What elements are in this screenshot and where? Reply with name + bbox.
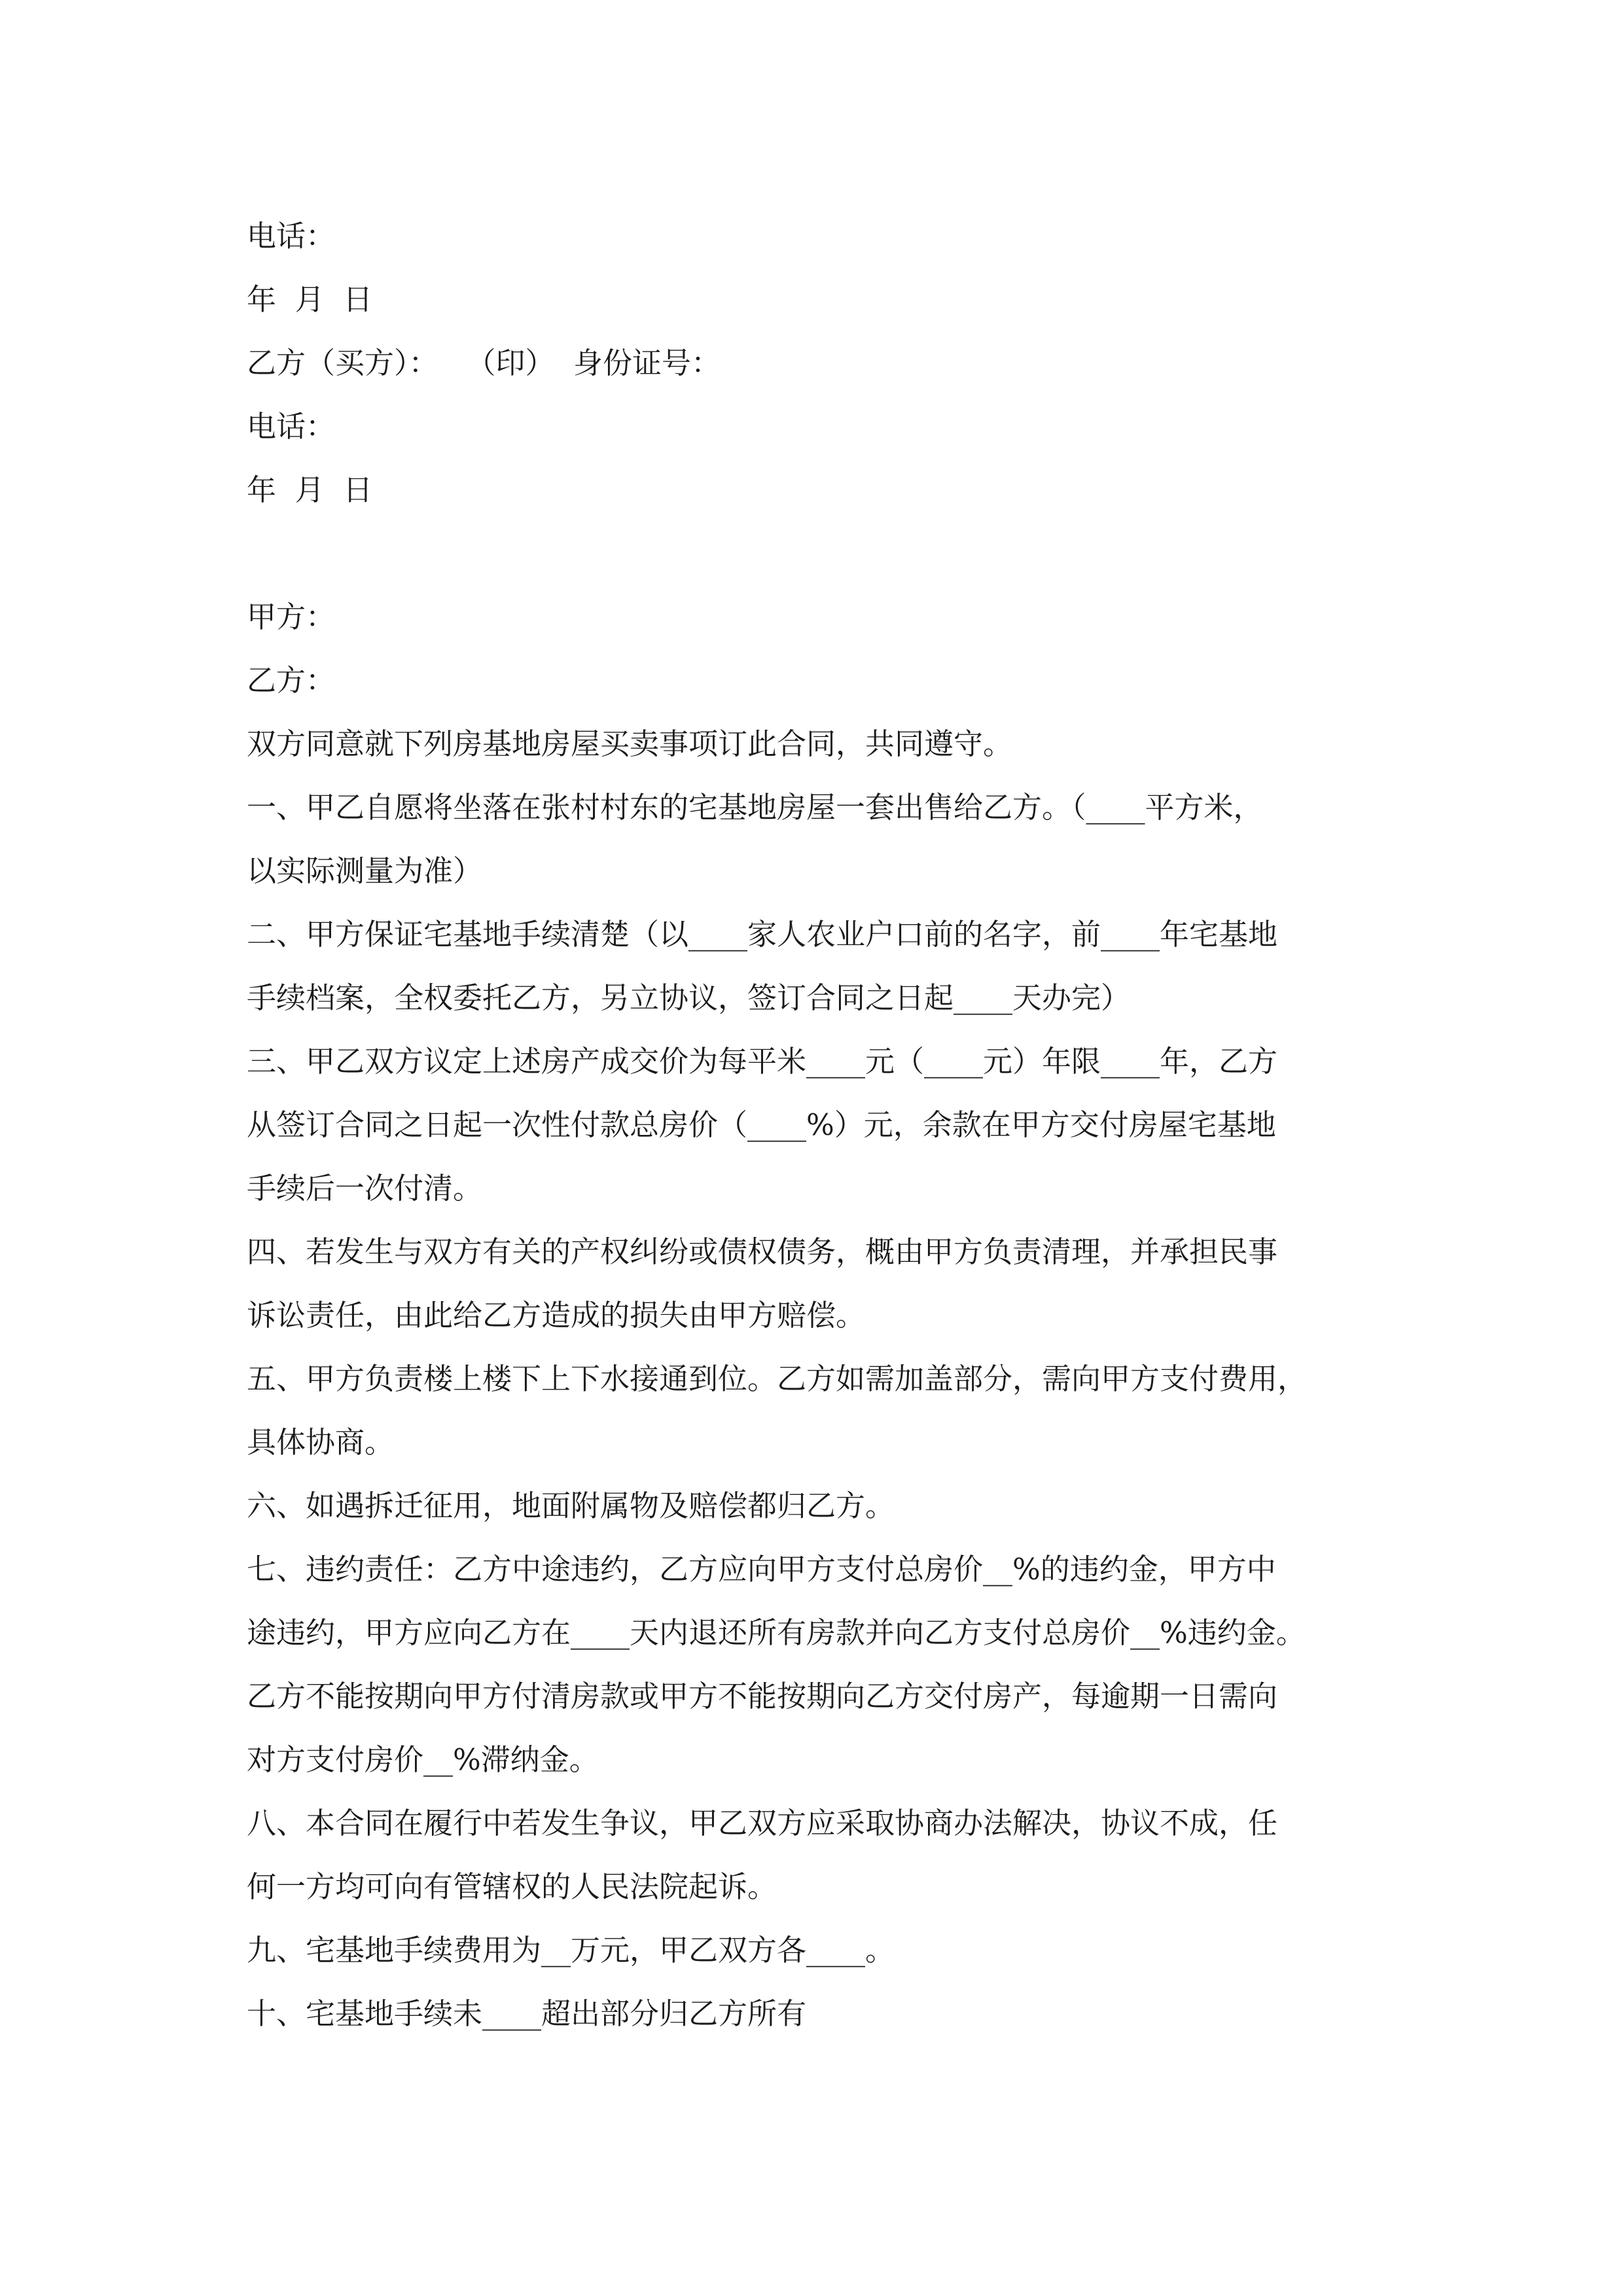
party-a-date: 年 月 日: [247, 282, 373, 317]
clause-7-line-2: 途违约，甲方应向乙方在____天内退还所有房款并向乙方支付总房价__%违约金。: [247, 1615, 1306, 1650]
clause-7-line-1: 七、违约责任：乙方中途违约，乙方应向甲方支付总房价__%的违约金，甲方中: [247, 1552, 1276, 1587]
party-b-signature-line: 乙方（买方）： （印） 身份证号：: [247, 346, 721, 380]
clause-2-line-2: 手续档案，全权委托乙方，另立协议，签订合同之日起____天办完）: [247, 980, 1131, 1015]
clause-3-line-2: 从签订合同之日起一次性付款总房价（____%）元，余款在甲方交付房屋宅基地: [247, 1107, 1276, 1142]
section-gap: [247, 522, 1399, 585]
party-a-label: 甲方：: [247, 600, 336, 634]
clause-6-line-1: 六、如遇拆迁征用，地面附属物及赔偿都归乙方。: [247, 1488, 895, 1523]
clause-1-line-2: 以实际测量为准）: [247, 853, 483, 888]
clause-4-line-2: 诉讼责任，由此给乙方造成的损失由甲方赔偿。: [247, 1298, 866, 1333]
clause-4-line-1: 四、若发生与双方有关的产权纠纷或债权债务，概由甲方负责清理，并承担民事: [247, 1234, 1278, 1269]
party-a-phone: 电话：: [247, 219, 336, 253]
clause-10-line-1: 十、宅基地手续未____超出部分归乙方所有: [247, 1996, 807, 2031]
clause-8-line-2: 何一方均可向有管辖权的人民法院起诉。: [247, 1869, 777, 1904]
clause-2-line-1: 二、甲方保证宅基地手续清楚（以____家人农业户口前的名字，前____年宅基地: [247, 917, 1278, 952]
party-b-label: 乙方：: [247, 663, 336, 698]
clause-5-line-1: 五、甲方负责楼上楼下上下水接通到位。乙方如需加盖部分，需向甲方支付费用，: [247, 1361, 1308, 1396]
party-b-date: 年 月 日: [247, 473, 373, 507]
clause-3-line-1: 三、甲乙双方议定上述房产成交价为每平米____元（____元）年限____年，乙方: [247, 1044, 1278, 1079]
contract-intro: 双方同意就下列房基地房屋买卖事项订此合同，共同遵守。: [247, 726, 1013, 761]
party-b-phone: 电话：: [247, 409, 336, 444]
clause-8-line-1: 八、本合同在履行中若发生争议，甲乙双方应采取协商办法解决，协议不成，任: [247, 1806, 1278, 1840]
clause-9-line-1: 九、宅基地手续费用为__万元，甲乙双方各____。: [247, 1933, 895, 1967]
clause-3-line-3: 手续后一次付清。: [247, 1171, 483, 1206]
clause-7-line-4: 对方支付房价__%滞纳金。: [247, 1742, 599, 1777]
clause-1-line-1: 一、甲乙自愿将坐落在张村村东的宅基地房屋一套出售给乙方。（____平方米，: [247, 790, 1263, 825]
clause-5-line-2: 具体协商。: [247, 1425, 395, 1460]
document-body: [247, 204, 1399, 2045]
clause-7-line-3: 乙方不能按期向甲方付清房款或甲方不能按期向乙方交付房产，每逾期一日需向: [247, 1679, 1278, 1713]
